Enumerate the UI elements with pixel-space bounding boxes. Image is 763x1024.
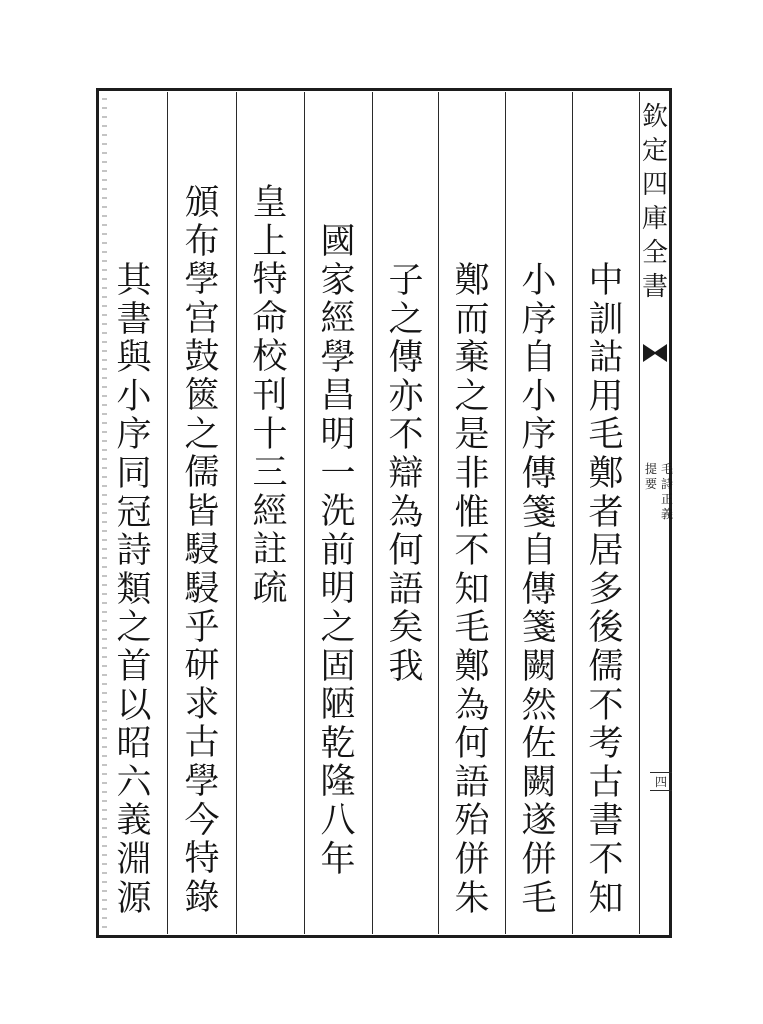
character: 小 [521,376,557,417]
character: 小 [116,376,152,417]
character: 是 [454,415,490,456]
character: 校 [252,337,288,378]
character: 布 [184,221,220,262]
character: 特 [252,260,288,301]
character: 提 [644,462,657,476]
character: 不 [388,415,424,456]
character: 知 [588,878,624,919]
character: 命 [252,298,288,339]
character: 淵 [116,839,152,880]
character: 不 [588,839,624,880]
character: 昭 [116,724,152,765]
character: 源 [116,878,152,919]
character: 毛 [660,462,673,476]
character: 經 [320,299,356,340]
column-rule [372,92,373,934]
character: 鄭 [454,646,490,687]
character: 篋 [184,375,220,416]
character: 何 [454,724,490,765]
character: 刊 [252,375,288,416]
character: 不 [454,531,490,572]
character: 者 [588,492,624,533]
character: 朱 [454,878,490,919]
character: 三 [252,453,288,494]
character: 正 [660,492,673,506]
character: 要 [644,477,657,491]
character: 明 [320,414,356,455]
character: 之 [388,299,424,340]
character: 小 [521,261,557,301]
character: 自 [521,531,557,572]
character: 箋 [521,492,557,533]
character: 書 [116,299,152,340]
character: 經 [252,491,288,532]
character: 儒 [588,646,624,687]
character: 然 [521,685,557,726]
column-rule [438,92,439,934]
character: 居 [588,531,624,572]
character: 義 [116,801,152,842]
character: 同 [116,453,152,494]
character: 今 [184,800,220,841]
character: 而 [454,299,490,340]
character: 惟 [454,492,490,533]
text-column-5 [313,223,363,879]
character: 為 [454,685,490,726]
character: 一 [320,453,356,494]
character: 昌 [320,376,356,417]
character: 亦 [388,376,424,417]
character: 傳 [521,453,557,494]
character: 頒 [184,183,220,223]
book-title-margin [641,100,669,304]
column-rule [572,92,573,934]
text-column-8 [109,262,159,918]
character: 自 [521,338,557,379]
section-label-margin [644,462,658,492]
character: 殆 [454,801,490,842]
character: 遂 [521,801,557,842]
character: 乾 [320,723,356,764]
character: 之 [184,414,220,455]
character: 庫 [641,204,668,234]
character: 子 [388,261,424,301]
character: 皆 [184,491,220,532]
character: 傳 [521,569,557,610]
character: 六 [116,762,152,803]
character: 四 [641,170,668,200]
character: 以 [116,685,152,726]
character: 我 [388,646,424,687]
character: 學 [184,260,220,301]
character: 序 [521,299,557,340]
character: 明 [320,569,356,610]
text-column-3 [447,262,497,918]
character: 駸 [184,530,220,571]
text-column-4 [381,262,431,687]
character: 詩 [660,477,673,491]
character: 陋 [320,685,356,726]
character: 其 [116,261,152,301]
character: 序 [116,415,152,456]
column-rule [167,92,168,934]
character: 宫 [184,298,220,339]
character: 疏 [252,568,288,609]
character: 隆 [320,762,356,803]
fishtail-mark [642,340,668,366]
character: 辯 [388,453,424,494]
character: 序 [521,415,557,456]
character: 之 [116,608,152,649]
character: 考 [588,724,624,765]
character: 併 [521,839,557,880]
character: 中 [588,261,624,301]
character: 詁 [588,338,624,379]
character: 十 [252,414,288,455]
character: 上 [252,221,288,262]
character: 語 [454,762,490,803]
character: 之 [454,376,490,417]
character: 錄 [184,877,220,918]
character: 語 [388,569,424,610]
character: 定 [641,136,668,166]
text-column-6 [245,184,295,609]
character: 毛 [521,878,557,919]
character: 佐 [521,724,557,765]
character: 古 [184,723,220,764]
character: 洗 [320,492,356,533]
character: 欽 [641,102,668,132]
character: 前 [320,530,356,571]
character: 與 [116,338,152,379]
character: 非 [454,453,490,494]
character: 傳 [388,338,424,379]
character: 之 [320,607,356,648]
text-column-2 [514,262,564,918]
text-column-7 [177,184,227,917]
character: 儒 [184,453,220,494]
character: 多 [588,569,624,610]
character: 為 [388,492,424,533]
character: 家 [320,260,356,301]
character: 箋 [521,608,557,649]
column-rule [505,92,506,934]
character: 首 [116,646,152,687]
character: 學 [320,337,356,378]
frame-left-border [96,88,99,938]
character: 毛 [588,415,624,456]
character: 國 [320,222,356,262]
character: 駸 [184,568,220,609]
margin-rule [639,92,640,934]
column-rule [304,92,305,934]
character: 鄭 [454,261,490,301]
character: 書 [588,801,624,842]
character: 古 [588,762,624,803]
character: 冠 [116,492,152,533]
character: 書 [641,272,668,302]
character: 固 [320,646,356,687]
character: 不 [588,685,624,726]
character: 八 [320,800,356,841]
character: 乎 [184,607,220,648]
column-rule [236,92,237,934]
character: 鼓 [184,337,220,378]
text-column-1 [581,262,631,918]
character: 求 [184,684,220,725]
character: 知 [454,569,490,610]
character: 鄭 [588,453,624,494]
character: 後 [588,608,624,649]
character: 矣 [388,608,424,649]
character: 毛 [454,608,490,649]
section-title-margin [660,462,674,522]
character: 類 [116,569,152,610]
character: 併 [454,839,490,880]
character: 闕 [521,646,557,687]
character: 何 [388,531,424,572]
character: 棄 [454,338,490,379]
character: 訓 [588,299,624,340]
character: 闕 [521,762,557,803]
character: 義 [660,507,673,521]
character: 全 [641,238,668,268]
character: 年 [320,839,356,880]
character: 學 [184,761,220,802]
character: 用 [588,376,624,417]
character: 特 [184,839,220,880]
character: 註 [252,530,288,571]
character: 皇 [252,183,288,223]
character: 詩 [116,531,152,572]
page-number: 四 [650,772,672,791]
character: 研 [184,646,220,687]
